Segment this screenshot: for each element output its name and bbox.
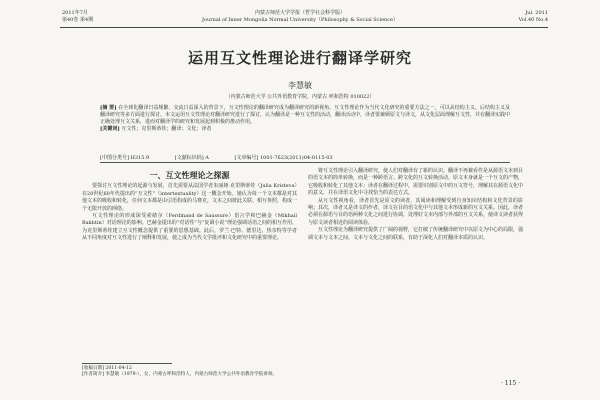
journal-name-en: Journal of Inner Mongolia Normal University（Philosophy & Social Science） [201, 17, 399, 23]
header-volume: 第40卷 第4期 [62, 17, 94, 23]
footnote-divider [82, 363, 172, 364]
body-paragraph: 互文性理论为翻译研究提供了广阔的视野，它打破了传统翻译研究中以原文为中心的局限，强调文本与文本之间、文本与文化之间的联系，有助于深化人们对翻译本质的认识。 [308, 227, 524, 241]
header-date-en: Jul. 2011 [525, 10, 548, 16]
left-column [82, 168, 297, 243]
received-date: [收稿日期] 2011-04-12 [82, 366, 132, 371]
author-affiliation: （内蒙古师范大学 公共外语教育学院，内蒙古 呼和浩特 010022） [225, 94, 375, 100]
header-issue-date [62, 10, 93, 24]
header-issue-en [519, 10, 548, 24]
body-paragraph: 互文性理论的形成深受索绪尔（Ferdinand de Saussure）语言学和巴赫金（Mikhail Bakhtin）对话理论的影响。巴赫金提出的“对话性”与“复调小说”理论强调话语之间的相互作用，为克里斯蒂娃建立互文性概念提供了重要的思想基础。此后，罗兰·巴特、德里达、热奈特等学者从不同角度对互文性进行了阐释和发展，使之成为当代文学批评和文化研究中的重要理论。 [82, 213, 297, 242]
body-paragraph: 从互文性视角看，译者首先是原文的读者，其阅读和理解受到自身知识结构和文化背景的影响；其次，译者又是译文的作者，译文在目的语文化中与其他文本形成新的互文关系。因此，译者必须在源语与目的语两种文化之间进行协调，处理好文本内部与外部的互文关系，使译文读者获得与原文读者相近的阅读体验。 [308, 197, 524, 226]
header-volume-en: Vol.40 No.4 [518, 17, 548, 23]
abstract-label: [摘 要] [100, 105, 117, 111]
classification-row [100, 154, 510, 161]
keywords-label: [关键词] [100, 126, 120, 132]
body-paragraph: 将互文性理论引入翻译研究，使人们对翻译有了新的认识。翻译不再被看作是从源语文本到目的语文本的简单转换，而是一种跨语言、跨文化的互文转换活动。原文本身就是一个互文的产物，它吸收和转化了其他文本；译者在翻译过程中，需要识别原文中的互文符号，理解其在源语文化中的意义，并在译语文化中寻找恰当的表达方式。 [308, 168, 524, 197]
right-column [308, 168, 523, 242]
abstract-text: 在全球化翻译日益频繁、交流日益深入的背景下，互文性理论的翻译研究成为翻译研究的新视角。互文性理论作为当代文化研究的重要方法之一，可以从结构主义、后结构主义及翻译研究等多方面进行探讨。本文运用互文性理论对翻译研究进行了探讨，认为翻译是一种互文性的活动，翻译活动中，译者要兼顾原文与译文，从文化层面理解互文性，并在翻译实践中正确处理互文关系，进而对翻译学的研究和发展起到积极的推动作用。 [100, 105, 511, 125]
article-number: [文章编号] 1001-7623(2011)04-0115-03 [234, 155, 333, 161]
header-date: 2011年7月 [62, 10, 88, 16]
clc-number: [中图分类号] H315.9 [100, 155, 150, 161]
keywords-text: 互文性；克里斯蒂娃；翻译；文化；译者 [121, 126, 212, 132]
header-journal-name [200, 10, 400, 24]
footnotes [82, 366, 342, 378]
journal-name-zh: 内蒙古师范大学学报（哲学社会科学版） [254, 10, 345, 16]
meta-divider [100, 162, 510, 163]
body-paragraph: 要探讨互文性理论的起源与发展，首先需要从法国学者朱丽娅·克里斯蒂娃（Julia Kristeva）在20世纪60年代提出的“互文性”（intertextuality）这一概念开始。她认为每一个文本都是对其他文本的吸收和转化，任何文本都是由引语构成的马赛克，文本之间彼此关联、相互参照，构成一个无限开放的网络。 [82, 183, 298, 212]
author-name: 李慧敏 [288, 81, 312, 90]
author-bio: [作者简介] 李慧敏（1979-），女，内蒙古呼和浩特人，内蒙古师范大学公共外语教育学院讲师。 [82, 372, 278, 377]
header-divider [60, 27, 548, 28]
article-title: 运用互文性理论进行翻译学研究 [187, 49, 412, 67]
section-heading: 一、互文性理论之探源 [149, 170, 230, 180]
document-code: [文献标识码] A [174, 155, 209, 161]
page-number: · 115 · [500, 380, 520, 387]
abstract-block [100, 105, 510, 133]
